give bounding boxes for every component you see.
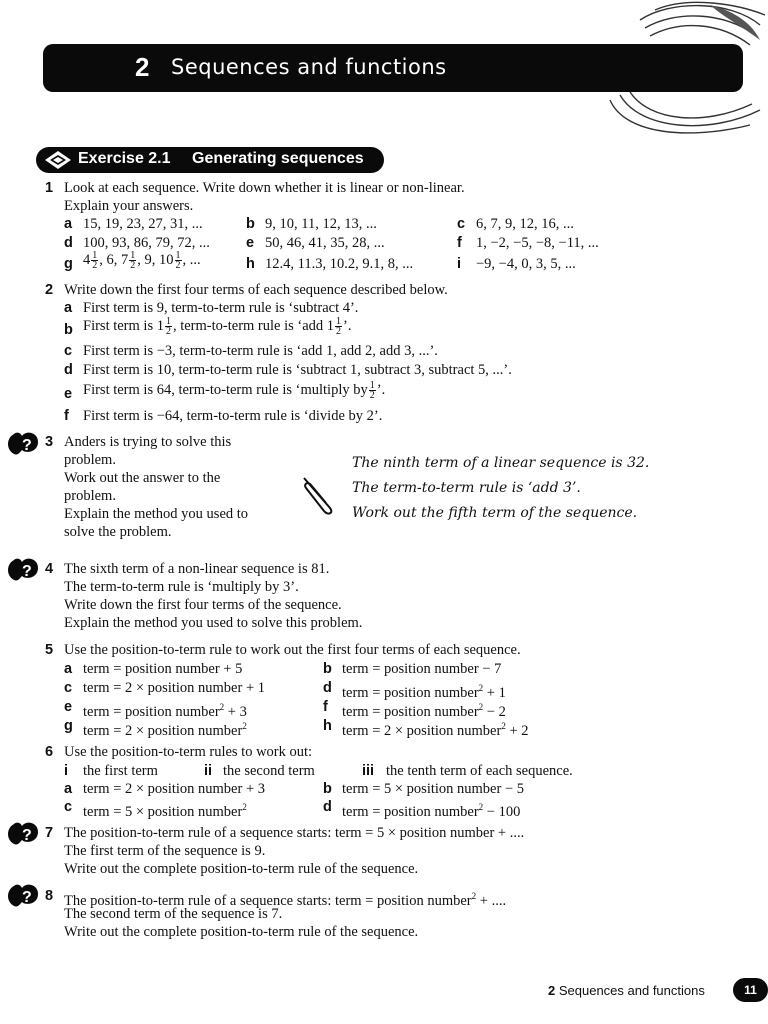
q5-part-h: term = 2 × position number$^2$ + 2 bbox=[342, 721, 529, 739]
q5-part-g: term = 2 × position number$^2$ bbox=[83, 721, 247, 739]
q1-part-d: 100, 93, 86, 79, 72, ... bbox=[83, 235, 210, 251]
part-label: b bbox=[323, 781, 332, 797]
footer-chapter: 2 Sequences and functions bbox=[548, 983, 705, 998]
q2-part-c: First term is −3, term-to-term rule is ‘add 1, add 2, add 3, ...’. bbox=[83, 343, 438, 359]
question-number: 4 bbox=[45, 561, 54, 577]
part-label: i bbox=[64, 763, 69, 779]
question-number: 3 bbox=[45, 434, 54, 450]
chapter-banner bbox=[43, 44, 743, 92]
note-line: The ninth term of a linear sequence is 32. bbox=[352, 455, 650, 471]
part-label: b bbox=[323, 661, 332, 677]
q6-item-i: the first term bbox=[83, 763, 158, 779]
part-label: a bbox=[64, 781, 73, 797]
svg-text:?: ? bbox=[22, 889, 32, 906]
q4-line: Explain the method you used to solve this problem. bbox=[64, 615, 363, 631]
page-number: 11 bbox=[733, 978, 768, 1002]
question-number: 7 bbox=[45, 825, 54, 841]
q5-part-f: term = position number$^2$ − 2 bbox=[342, 702, 506, 720]
part-label: e bbox=[64, 386, 73, 402]
q5-part-c: term = 2 × position number + 1 bbox=[83, 680, 266, 696]
part-label: c bbox=[64, 799, 73, 815]
q2-part-d: First term is 10, term-to-term rule is ‘subtract 1, subtract 3, subtract 5, ...’. bbox=[83, 362, 512, 378]
part-label: b bbox=[246, 216, 255, 232]
part-label: d bbox=[64, 362, 73, 378]
q6-part-c: term = 5 × position number$^2$ bbox=[83, 802, 247, 820]
exercise-header bbox=[36, 147, 384, 173]
part-label: a bbox=[64, 216, 73, 232]
svg-text:?: ? bbox=[22, 563, 32, 580]
q4-line: The sixth term of a non-linear sequence is 81. bbox=[64, 561, 330, 577]
question-number: 2 bbox=[45, 282, 54, 298]
part-label: a bbox=[64, 661, 73, 677]
part-label: h bbox=[323, 718, 332, 734]
q5-part-a: term = position number + 5 bbox=[83, 661, 243, 677]
q2-part-b: First term is 1 $\frac{1}{2}$ , term-to-term rule is ‘add 1 $\frac{1}{2}$ ’. bbox=[83, 316, 352, 338]
part-label: f bbox=[64, 408, 69, 424]
q2-part-a: First term is 9, term-to-term rule is ‘subtract 4’. bbox=[83, 300, 359, 316]
q1-text-line1: Look at each sequence. Write down whether it is linear or non-linear. bbox=[64, 180, 465, 196]
q6-part-a: term = 2 × position number + 3 bbox=[83, 781, 266, 797]
q1-part-b: 9, 10, 11, 12, 13, ... bbox=[265, 216, 377, 232]
q5-part-e: term = position number$^2$ + 3 bbox=[83, 702, 247, 720]
q1-part-c: 6, 7, 9, 12, 16, ... bbox=[476, 216, 574, 232]
q3-line: Work out the answer to the bbox=[64, 470, 221, 486]
q8-line: The second term of the sequence is 7. bbox=[64, 906, 283, 922]
part-label: g bbox=[64, 256, 73, 272]
question-number: 5 bbox=[45, 642, 54, 658]
question-number: 8 bbox=[45, 888, 54, 904]
part-label: d bbox=[64, 235, 73, 251]
part-label: e bbox=[246, 235, 255, 251]
part-label: f bbox=[323, 699, 328, 715]
chapter-title: Sequences and functions bbox=[171, 55, 447, 79]
part-label: d bbox=[323, 799, 332, 815]
part-label: c bbox=[457, 216, 466, 232]
q6-item-ii: the second term bbox=[223, 763, 315, 779]
exercise-label: Exercise 2.1 bbox=[78, 150, 171, 167]
note-line: Work out the fifth term of the sequence. bbox=[352, 505, 638, 521]
q3-line: Anders is trying to solve this bbox=[64, 434, 232, 450]
part-label: ii bbox=[204, 763, 213, 779]
q3-line: problem. bbox=[64, 488, 116, 504]
q8-line: The position-to-term rule of a sequence starts: term = position number$^2$ + .... bbox=[64, 891, 507, 909]
q1-part-i: −9, −4, 0, 3, 5, ... bbox=[476, 256, 576, 272]
svg-text:?: ? bbox=[22, 827, 32, 844]
part-label: c bbox=[64, 343, 73, 359]
paperclip-icon bbox=[300, 472, 336, 516]
q6-part-b: term = 5 × position number − 5 bbox=[342, 781, 525, 797]
question-number: 6 bbox=[45, 744, 54, 760]
thinking-question-icon bbox=[4, 430, 40, 458]
q1-part-a: 15, 19, 23, 27, 31, ... bbox=[83, 216, 203, 232]
part-label: b bbox=[64, 322, 73, 338]
q5-part-d: term = position number$^2$ + 1 bbox=[342, 683, 506, 701]
diamond-icon bbox=[44, 150, 72, 170]
q5-intro: Use the position-to-term rule to work out the first four terms of each sequence. bbox=[64, 642, 521, 658]
q3-line: problem. bbox=[64, 452, 116, 468]
part-label: c bbox=[64, 680, 73, 696]
q4-line: The term-to-term rule is ‘multiply by 3’. bbox=[64, 579, 299, 595]
part-label: f bbox=[457, 235, 462, 251]
q1-part-g: 4 $\frac{1}{2}$ , 6, 7 $\frac{1}{2}$ , 9, 10 $\frac{1}{2}$ , ... bbox=[83, 250, 201, 272]
q1-part-e: 50, 46, 41, 35, 28, ... bbox=[265, 235, 385, 251]
thinking-question-icon bbox=[4, 556, 40, 584]
q6-intro: Use the position-to-term rules to work out: bbox=[64, 744, 313, 760]
q2-part-f: First term is −64, term-to-term rule is ‘divide by 2’. bbox=[83, 408, 383, 424]
q6-part-d: term = position number$^2$ − 100 bbox=[342, 802, 521, 820]
thinking-question-icon bbox=[4, 882, 40, 910]
q7-line: Write out the complete position-to-term rule of the sequence. bbox=[64, 861, 419, 877]
q6-item-iii: the tenth term of each sequence. bbox=[386, 763, 573, 779]
part-label: d bbox=[323, 680, 332, 696]
q7-line: The first term of the sequence is 9. bbox=[64, 843, 266, 859]
q3-line: Explain the method you used to bbox=[64, 506, 249, 522]
q1-text-line2: Explain your answers. bbox=[64, 198, 194, 214]
part-label: i bbox=[457, 256, 462, 272]
exercise-title: Generating sequences bbox=[192, 150, 364, 167]
part-label: g bbox=[64, 718, 73, 734]
chapter-number: 2 bbox=[135, 52, 150, 82]
part-label: e bbox=[64, 699, 73, 715]
note-line: The term-to-term rule is ‘add 3’. bbox=[352, 480, 581, 496]
question-number: 1 bbox=[45, 180, 54, 196]
part-label: iii bbox=[362, 763, 375, 779]
q1-part-f: 1, −2, −5, −8, −11, ... bbox=[476, 235, 599, 251]
q8-line: Write out the complete position-to-term rule of the sequence. bbox=[64, 924, 419, 940]
part-label: h bbox=[246, 256, 255, 272]
q2-intro: Write down the first four terms of each sequence described below. bbox=[64, 282, 448, 298]
thinking-question-icon bbox=[4, 820, 40, 848]
q7-line: The position-to-term rule of a sequence starts: term = 5 × position number + .... bbox=[64, 825, 525, 841]
part-label: a bbox=[64, 300, 73, 316]
q5-part-b: term = position number − 7 bbox=[342, 661, 502, 677]
q3-line: solve the problem. bbox=[64, 524, 172, 540]
q2-part-e: First term is 64, term-to-term rule is ‘multiply by $\frac{1}{2}$ ’. bbox=[83, 380, 386, 402]
q1-part-h: 12.4, 11.3, 10.2, 9.1, 8, ... bbox=[265, 256, 414, 272]
q4-line: Write down the first four terms of the sequence. bbox=[64, 597, 342, 613]
svg-text:?: ? bbox=[22, 437, 32, 454]
